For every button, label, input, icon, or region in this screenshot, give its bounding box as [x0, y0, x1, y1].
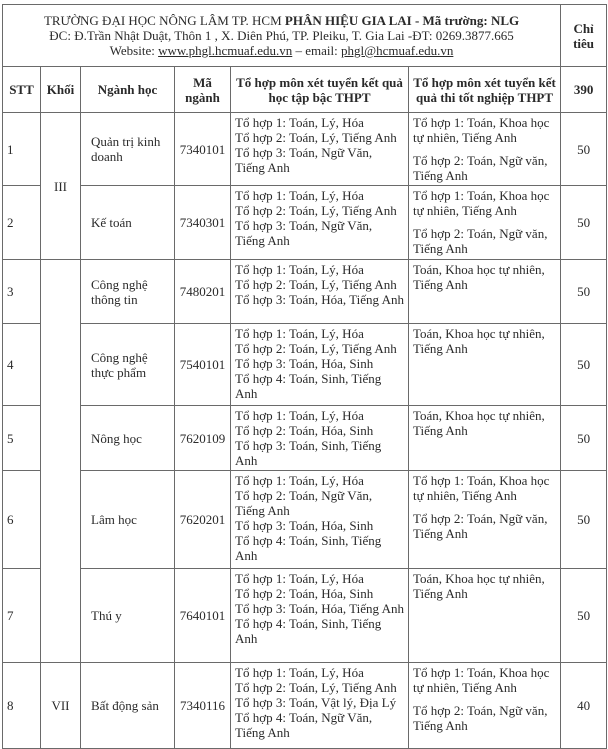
to-hop-item: Tổ hợp 1: Toán, Lý, Hóa [235, 571, 364, 586]
table-row [3, 406, 607, 471]
table-row [3, 113, 607, 186]
stt-cell: 2 [3, 186, 41, 260]
campus-name: PHÂN HIỆU GIA LAI - Mã trường: NLG [284, 13, 520, 28]
col-ma: Mã ngành [175, 67, 231, 113]
to-hop-item: Tổ hợp 1: Toán, Khoa học tự nhiên, Tiếng Anh [413, 665, 550, 695]
chi-tieu-cell: 50 [561, 186, 607, 260]
to-hop-item: Tổ hợp 4: Toán, Sinh, Tiếng Anh [235, 616, 382, 646]
to-hop-item: Toán, Khoa học tự nhiên, Tiếng Anh [413, 408, 545, 438]
to-hop-item: Tổ hợp 2: Toán, Lý, Tiếng Anh [235, 680, 397, 695]
stt-cell: 6 [3, 471, 41, 569]
to-hop-item: Tổ hợp 3: Toán, Hóa, Tiếng Anh [235, 292, 404, 307]
to-hop-item: Tổ hợp 1: Toán, Lý, Hóa [235, 408, 364, 423]
to-hop-item: Tổ hợp 3: Toán, Sinh, Tiếng Anh [235, 438, 382, 468]
chi-tieu-cell: 50 [561, 324, 607, 406]
stt-cell: 3 [3, 260, 41, 324]
to-hop-item: Tổ hợp 1: Toán, Lý, Hóa [235, 115, 364, 130]
to-hop-item: Tổ hợp 1: Toán, Khoa học tự nhiên, Tiếng Anh [413, 473, 550, 503]
khoi-cell: VII [41, 663, 81, 749]
tot-nghiep-cell [409, 324, 561, 406]
stt-cell: 1 [3, 113, 41, 186]
to-hop-item: Tổ hợp 1: Toán, Lý, Hóa [235, 665, 364, 680]
to-hop-item: Toán, Khoa học tự nhiên, Tiếng Anh [413, 326, 545, 356]
ma-nganh-cell: 7640101 [175, 569, 231, 663]
nganh-cell: Công nghệ thông tin [81, 260, 175, 324]
nganh-cell: Kế toán [81, 186, 175, 260]
to-hop-item: Toán, Khoa học tự nhiên, Tiếng Anh [413, 571, 545, 601]
to-hop-item: Tổ hợp 3: Toán, Hóa, Sinh [235, 356, 374, 371]
table-row [3, 569, 607, 663]
tot-nghiep-cell [409, 471, 561, 569]
chi-tieu-cell: 50 [561, 113, 607, 186]
chi-tieu-cell: 50 [561, 406, 607, 471]
tot-nghiep-cell [409, 569, 561, 663]
to-hop-item: Tổ hợp 2: Toán, Ngữ văn, Tiếng Anh [413, 703, 548, 733]
tot-nghiep-cell [409, 406, 561, 471]
ma-nganh-cell: 7620109 [175, 406, 231, 471]
nganh-cell: Quản trị kinh doanh [81, 113, 175, 186]
to-hop-item: Tổ hợp 2: Toán, Lý, Tiếng Anh [235, 203, 397, 218]
ma-nganh-cell: 7340116 [175, 663, 231, 749]
email-label: – email: [292, 43, 342, 58]
khoi-cell: III [41, 113, 81, 260]
table-row [3, 471, 607, 569]
to-hop-item: Tổ hợp 2: Toán, Hóa, Sinh [235, 423, 374, 438]
to-hop-item: Tổ hợp 2: Toán, Lý, Tiếng Anh [235, 130, 397, 145]
hoc-ba-cell [231, 569, 409, 663]
to-hop-item: Tổ hợp 3: Toán, Vật lý, Địa Lý [235, 695, 397, 710]
table-row [3, 324, 607, 406]
nganh-cell: Lâm học [81, 471, 175, 569]
nganh-cell: Thú y [81, 569, 175, 663]
to-hop-item: Tổ hợp 3: Toán, Ngữ Văn, Tiếng Anh [235, 218, 373, 248]
khoi-cell [41, 260, 81, 663]
to-hop-item: Tổ hợp 1: Toán, Khoa học tự nhiên, Tiếng Anh [413, 188, 550, 218]
to-hop-item: Tổ hợp 1: Toán, Lý, Hóa [235, 326, 364, 341]
to-hop-item: Tổ hợp 1: Toán, Khoa học tự nhiên, Tiếng Anh [413, 115, 550, 145]
nganh-cell: Nông học [81, 406, 175, 471]
to-hop-item: Tổ hợp 3: Toán, Hóa, Tiếng Anh [235, 601, 404, 616]
admission-table [2, 4, 607, 749]
hoc-ba-cell [231, 113, 409, 186]
to-hop-item: Tổ hợp 1: Toán, Lý, Hóa [235, 188, 364, 203]
school-name: TRƯỜNG ĐẠI HỌC NÔNG LÂM TP. HCM [43, 13, 285, 28]
col-stt: STT [3, 67, 41, 113]
hoc-ba-cell [231, 663, 409, 749]
to-hop-item: Tổ hợp 4: Toán, Sinh, Tiếng Anh [235, 371, 382, 401]
to-hop-item: Tổ hợp 4: Toán, Sinh, Tiếng Anh [235, 533, 382, 563]
website-link[interactable]: www.phgl.hcmuaf.edu.vn [158, 43, 293, 58]
to-hop-item: Tổ hợp 2: Toán, Ngữ Văn, Tiếng Anh [235, 488, 373, 518]
school-address: ĐC: Đ.Trần Nhật Duật, Thôn 1 , X. Diên Phú, TP. Pleiku, T. Gia Lai -ĐT: 0269.3877.665 [49, 28, 514, 43]
hoc-ba-cell [231, 324, 409, 406]
email-link[interactable]: phgl@hcmuaf.edu.vn [341, 43, 454, 58]
website-label: Website: [109, 43, 159, 58]
tot-nghiep-cell [409, 186, 561, 260]
stt-cell: 8 [3, 663, 41, 749]
to-hop-item: Tổ hợp 2: Toán, Lý, Tiếng Anh [235, 277, 397, 292]
chi-tieu-cell: 50 [561, 471, 607, 569]
chi-tieu-cell: 40 [561, 663, 607, 749]
col-nganh: Ngành học [81, 67, 175, 113]
nganh-cell: Bất động sản [81, 663, 175, 749]
ma-nganh-cell: 7540101 [175, 324, 231, 406]
col-hoc-ba: Tổ hợp môn xét tuyển kết quả học tập bậc THPT [231, 67, 409, 113]
table-row [3, 260, 607, 324]
hoc-ba-cell [231, 260, 409, 324]
to-hop-item: Tổ hợp 2: Toán, Ngữ văn, Tiếng Anh [413, 226, 548, 256]
ma-nganh-cell: 7620201 [175, 471, 231, 569]
school-header [3, 5, 561, 67]
to-hop-item: Tổ hợp 2: Toán, Lý, Tiếng Anh [235, 341, 397, 356]
col-khoi: Khối [41, 67, 81, 113]
chi-tieu-cell: 50 [561, 569, 607, 663]
to-hop-item: Toán, Khoa học tự nhiên, Tiếng Anh [413, 262, 545, 292]
nganh-cell: Công nghệ thực phẩm [81, 324, 175, 406]
to-hop-item: Tổ hợp 3: Toán, Ngữ Văn, Tiếng Anh [235, 145, 373, 175]
table-row [3, 186, 607, 260]
to-hop-item: Tổ hợp 3: Toán, Hóa, Sinh [235, 518, 374, 533]
to-hop-item: Tổ hợp 2: Toán, Ngữ văn, Tiếng Anh [413, 153, 548, 183]
table-row [3, 663, 607, 749]
to-hop-item: Tổ hợp 4: Toán, Ngữ Văn, Tiếng Anh [235, 710, 373, 740]
col-tot-nghiep: Tổ hợp môn xét tuyển kết quả thi tốt nghiệp THPT [409, 67, 561, 113]
tot-nghiep-cell [409, 663, 561, 749]
ma-nganh-cell: 7480201 [175, 260, 231, 324]
to-hop-item: Tổ hợp 2: Toán, Ngữ văn, Tiếng Anh [413, 511, 548, 541]
col-total: 390 [561, 67, 607, 113]
hoc-ba-cell [231, 186, 409, 260]
chi-tieu-header: Chỉ tiêu [561, 5, 607, 67]
to-hop-item: Tổ hợp 1: Toán, Lý, Hóa [235, 473, 364, 488]
to-hop-item: Tổ hợp 1: Toán, Lý, Hóa [235, 262, 364, 277]
hoc-ba-cell [231, 406, 409, 471]
tot-nghiep-cell [409, 113, 561, 186]
ma-nganh-cell: 7340301 [175, 186, 231, 260]
chi-tieu-cell: 50 [561, 260, 607, 324]
stt-cell: 4 [3, 324, 41, 406]
stt-cell: 5 [3, 406, 41, 471]
hoc-ba-cell [231, 471, 409, 569]
tot-nghiep-cell [409, 260, 561, 324]
to-hop-item: Tổ hợp 2: Toán, Hóa, Sinh [235, 586, 374, 601]
stt-cell: 7 [3, 569, 41, 663]
ma-nganh-cell: 7340101 [175, 113, 231, 186]
